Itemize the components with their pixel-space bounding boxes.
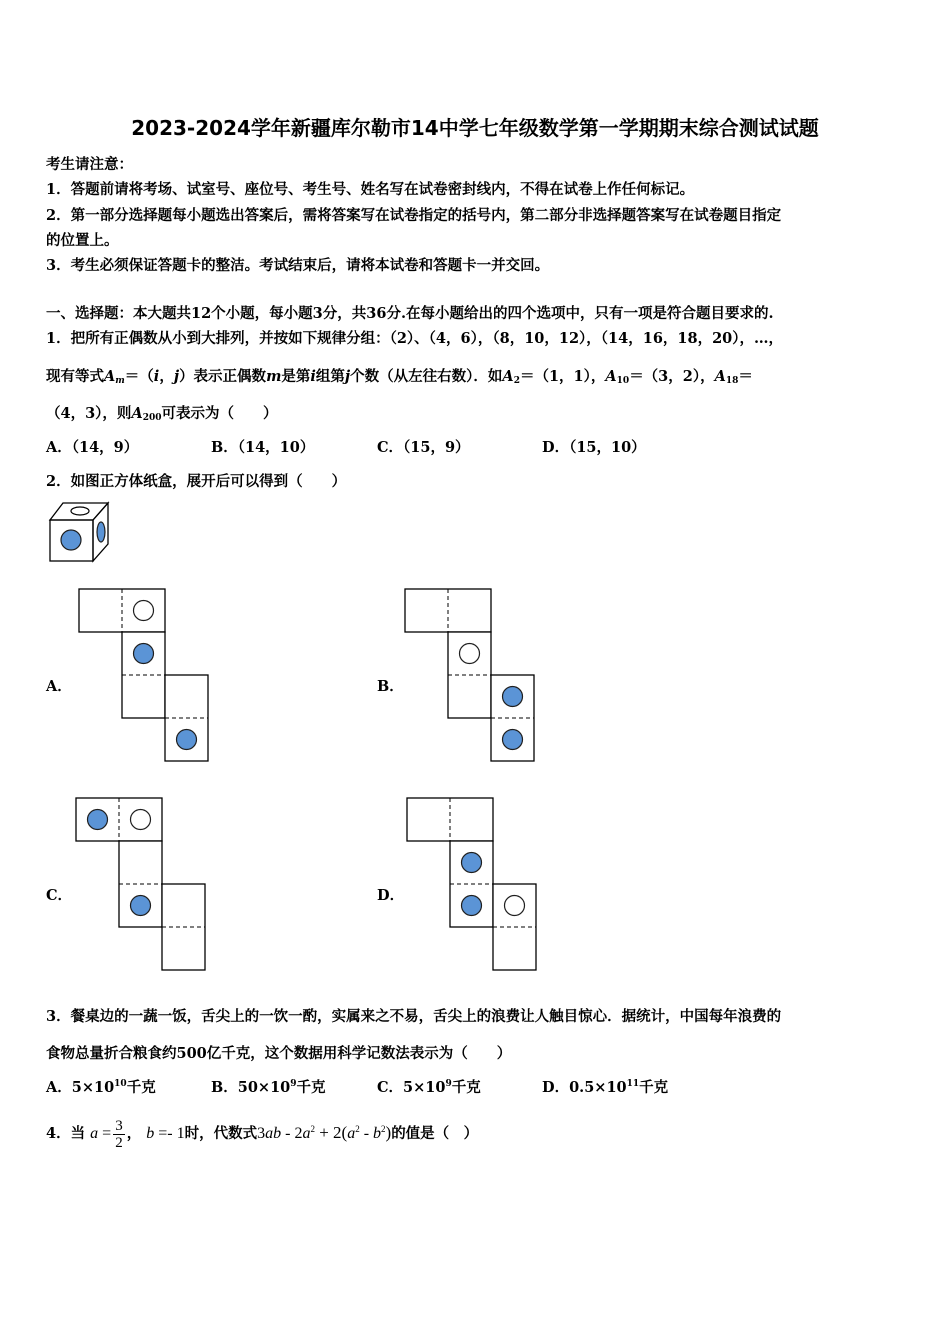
notice-item-3: 3．考生必须保证答题卡的整洁。考试结束后，请将本试卷和答题卡一并交回。 — [46, 257, 550, 274]
net-a[interactable] — [78, 588, 218, 768]
blue-dot-icon — [462, 896, 482, 916]
q1-stem-line3: （4，3），则$A_{200}$可表示为（ ） — [46, 405, 278, 423]
notice-item-2: 2．第一部分选择题每小题选出答案后，需将答案写在试卷指定的括号内，第二部分非选择题答案写在试卷题目指定 — [46, 207, 782, 224]
q3-option-b[interactable]: B．$50\times 10^9$千克 — [211, 1079, 326, 1096]
empty-circle-icon — [505, 896, 525, 916]
q2-option-c[interactable]: C． — [46, 887, 73, 904]
net-b[interactable] — [404, 588, 544, 768]
cube-figure — [46, 499, 116, 569]
q2-option-d[interactable]: D． — [377, 887, 405, 904]
section-heading: 一、选择题：本大题共12个小题，每小题3分，共36分.在每小题给出的四个选项中，只有一项是符合题目要求的. — [46, 305, 774, 322]
q1-stem-line1: 1．把所有正偶数从小到大排列，并按如下规律分组：（2）、（4，6），（8，10，12），（14，16，18，20），…， — [46, 330, 784, 347]
q4-expression: $3ab - 2a^2 + 2(a^2 - b^2)$ — [257, 1123, 392, 1142]
q3-stem-line1: 3．餐桌边的一蔬一饭，舌尖上的一饮一酌，实属来之不易，舌尖上的浪费让人触目惊心．据统计，中国每年浪费的 — [46, 1008, 782, 1025]
q1-option-d[interactable]: D．（15，10） — [542, 439, 646, 456]
blue-dot-icon — [462, 853, 482, 873]
notice-item-2-cont: 的位置上。 — [46, 232, 119, 249]
q4-stem: 4．当 a = $\frac{3}{2}$ ， b =- 1时，代数式$3ab - 2a^2 + 2(a^2 - b^2)$的值是（ ） — [46, 1117, 479, 1151]
q1-stem-line2: 现有等式$A_m=(i$，j）表示正偶数m是第i组第j个数（从左往右数）．如$A_2=(1$，1），$A_{10}=(3$，2），$A_{18}=$ — [46, 368, 753, 386]
blue-dot-icon — [503, 730, 523, 750]
cube-front-dot — [61, 530, 81, 550]
blue-dot-icon — [131, 896, 151, 916]
notice-item-1: 1．答题前请将考场、试室号、座位号、考生号、姓名写在试卷密封线内，不得在试卷上作任何标记。 — [46, 181, 695, 198]
notice-heading: 考生请注意： — [46, 156, 133, 173]
q4-fraction: $\frac{3}{2}$ — [115, 1117, 123, 1151]
page-title: 2023-2024学年新疆库尔勒市14中学七年级数学第一学期期末综合测试试题 — [131, 116, 819, 140]
q2-stem: 2．如图正方体纸盒，展开后可以得到（ ） — [46, 473, 347, 490]
net-c[interactable] — [75, 797, 215, 977]
cube-top-circle — [71, 507, 89, 515]
empty-circle-icon — [460, 644, 480, 664]
q2-option-a[interactable]: A． — [46, 678, 72, 695]
q3-option-a[interactable]: A．$5\times 10^{10}$千克 — [46, 1079, 156, 1096]
empty-circle-icon — [134, 601, 154, 621]
empty-circle-icon — [131, 810, 151, 830]
q1-option-b[interactable]: B．（14，10） — [211, 439, 315, 456]
blue-dot-icon — [88, 810, 108, 830]
net-d[interactable] — [406, 797, 546, 977]
blue-dot-icon — [503, 687, 523, 707]
q3-option-d[interactable]: D．$0.5\times 10^{11}$千克 — [542, 1079, 669, 1096]
q3-option-c[interactable]: C．$5\times 10^9$千克 — [377, 1079, 481, 1096]
q2-option-b[interactable]: B． — [377, 678, 404, 695]
blue-dot-icon — [134, 644, 154, 664]
blue-dot-icon — [177, 730, 197, 750]
q3-stem-line2: 食物总量折合粮食约500亿千克，这个数据用科学记数法表示为（ ） — [46, 1045, 512, 1062]
q1-option-a[interactable]: A．（14，9） — [46, 439, 139, 456]
cube-side-dot — [97, 522, 105, 542]
q1-option-c[interactable]: C．（15，9） — [377, 439, 470, 456]
